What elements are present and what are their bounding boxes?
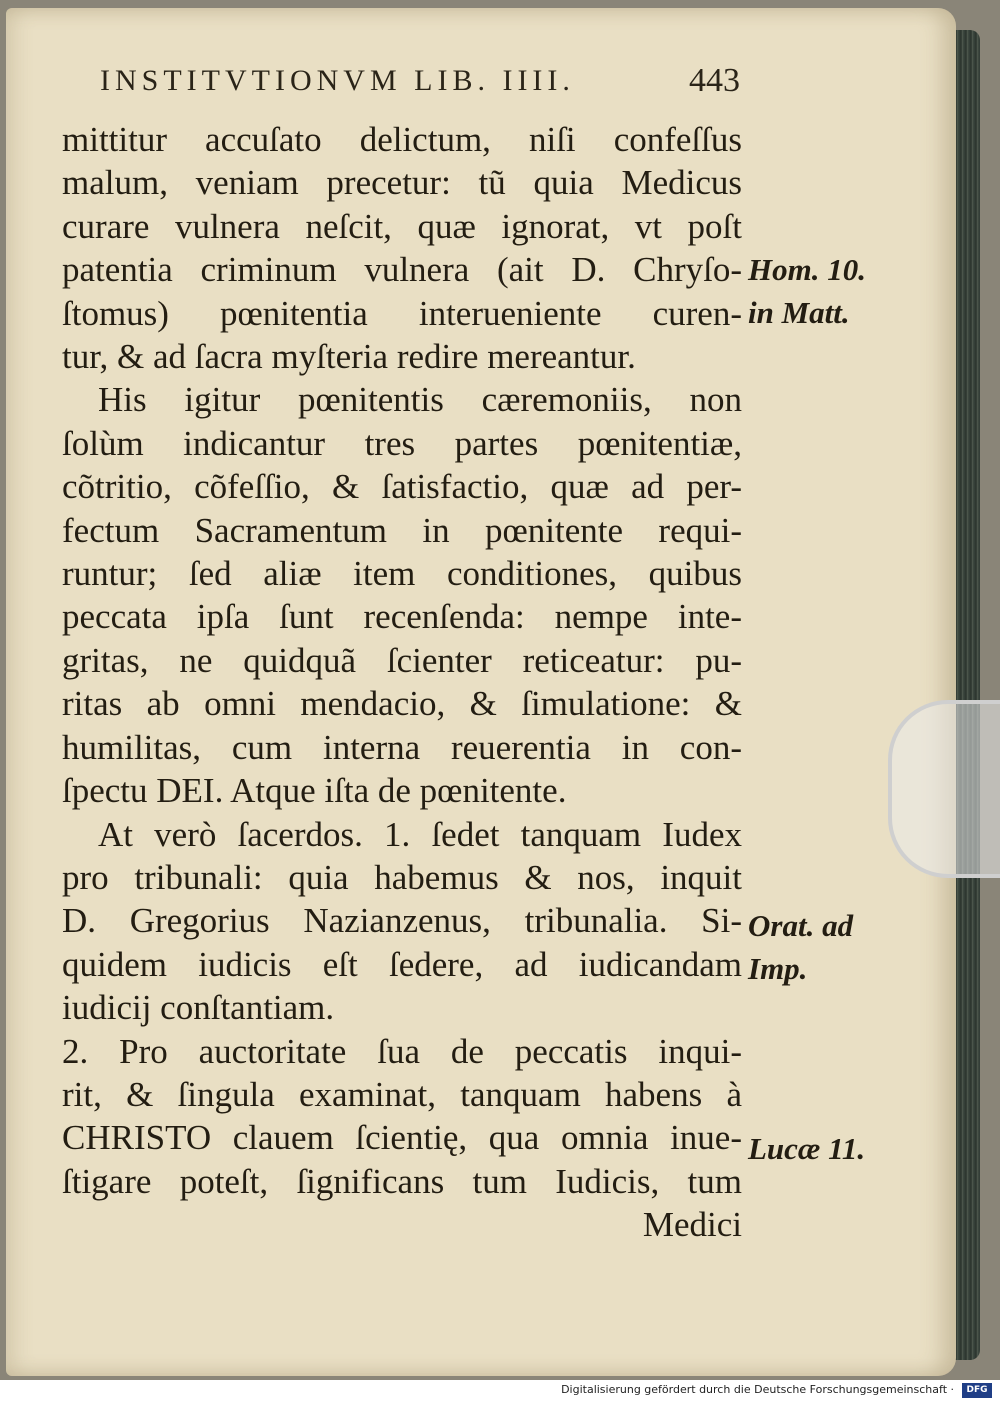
margin-note-line: Lucæ 11. <box>748 1131 866 1166</box>
text-line: CHRISTO clauem ſcientię, qua omnia inue- <box>62 1118 742 1158</box>
text-line: His igitur pœnitentis cæremoniis, non <box>98 380 742 420</box>
funding-credit: Digitalisierung gefördert durch die Deutsche Forschungsgemeinschaft · <box>561 1383 954 1396</box>
text-line: runtur; ſed aliæ item conditiones, quibus <box>62 554 742 594</box>
text-line: humilitas, cum interna reuerentia in con- <box>62 727 742 767</box>
text-line: ſtomus) pœnitentia interueniente curen- <box>62 293 742 333</box>
text-line: ritas ab omni mendacio, & ſimulatione: & <box>62 684 742 724</box>
text-line: cõtritio, cõfeſſio, & ſatisfactio, quæ ad per- <box>62 467 742 507</box>
text-line: malum, veniam precetur: tũ quia Medicus <box>62 163 742 203</box>
text-line: curare vulnera neſcit, quæ ignorat, vt poſt <box>62 206 742 246</box>
text-line: ſtigare poteſt, ſignificans tum Iudicis, tum <box>62 1161 742 1201</box>
body-text <box>62 118 742 1247</box>
footer-bar <box>0 1380 1000 1402</box>
margin-note-nazianzen <box>748 904 853 990</box>
margin-note-line: Hom. 10. <box>748 252 866 287</box>
margin-note-luke <box>748 1127 865 1170</box>
text-line: ſolùm indicantur tres partes pœnitentiæ, <box>62 423 742 463</box>
catchword: Medici <box>642 1205 742 1245</box>
page-clip <box>888 700 1000 878</box>
margin-note-chrysostom <box>748 248 866 334</box>
text-line: At verò ſacerdos. 1. ſedet tanquam Iudex <box>98 814 742 854</box>
text-line: 2. Pro auctoritate ſua de peccatis inqui- <box>62 1031 742 1071</box>
dfg-logo: DFG <box>962 1383 992 1398</box>
margin-note-line: Orat. ad <box>748 908 854 943</box>
text-line: rit, & ſingula examinat, tanquam habens à <box>62 1074 742 1114</box>
text-line: fectum Sacramentum in pœnitente requi- <box>62 510 742 550</box>
text-line: tur, & ad ſacra myſteria redire mereantur. <box>62 337 636 377</box>
text-line: gritas, ne quidquã ſcienter reticeatur: pu- <box>62 640 742 680</box>
text-line: D. Gregorius Nazianzenus, tribunalia. Si- <box>62 901 742 941</box>
text-line: peccata ipſa ſunt recenſenda: nempe inte- <box>62 597 742 637</box>
text-line: mittitur accuſato delictum, niſi confeſſus <box>62 120 742 159</box>
text-line: iudicij conſtantiam. <box>62 988 335 1028</box>
text-line: quidem iudicis eſt ſedere, ad iudicandam <box>62 944 742 984</box>
text-line: pro tribunali: quia habemus & nos, inquit <box>62 857 742 897</box>
margin-note-line: in Matt. <box>748 295 850 330</box>
page-number: 443 <box>689 62 740 99</box>
text-line: ſpectu DEI. Atque iſta de pœnitente. <box>62 771 567 811</box>
page-header <box>100 60 740 110</box>
running-head: INSTITVTIONVM LIB. IIII. <box>100 64 575 97</box>
text-line: patentia criminum vulnera (ait D. Chryſo- <box>62 250 742 290</box>
margin-note-line: Imp. <box>748 951 808 986</box>
